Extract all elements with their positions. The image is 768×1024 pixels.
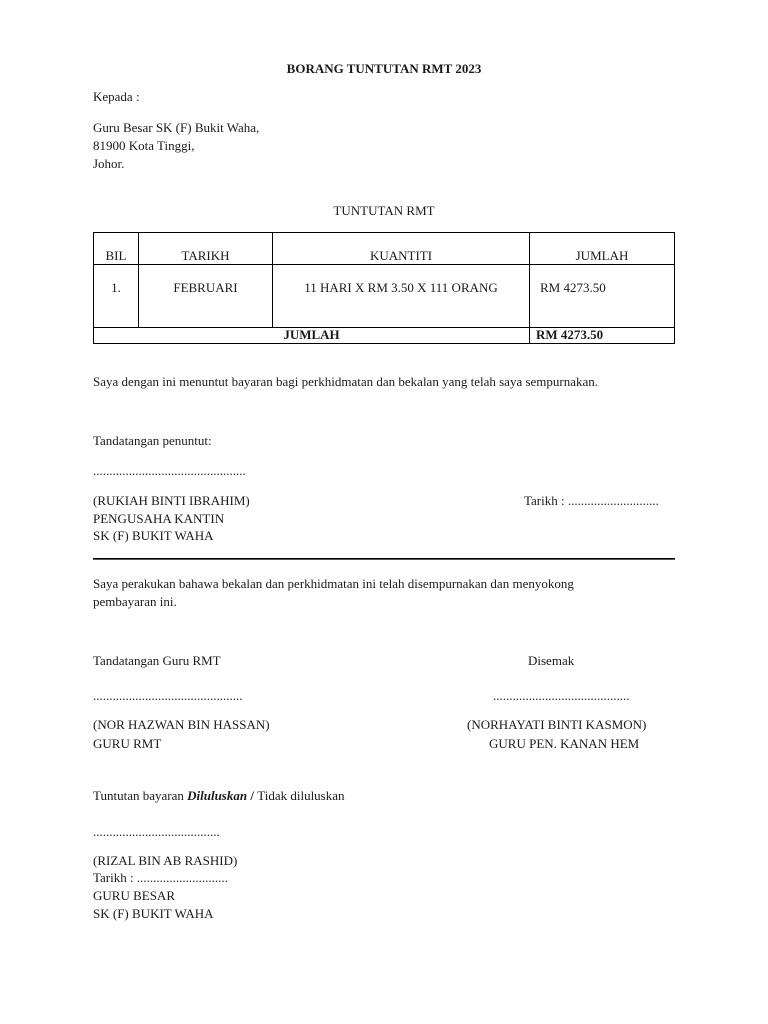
table-cell-kuantiti: 11 HARI X RM 3.50 X 111 ORANG	[304, 280, 498, 295]
approval-prefix: Tuntutan bayaran	[93, 788, 188, 803]
table-total-label: JUMLAH	[283, 327, 340, 342]
claimant-name: (RUKIAH BINTI IBRAHIM)	[93, 493, 250, 508]
certification-line-1: Saya perakukan bahawa bekalan dan perkhidmatan ini telah disempurnakan dan menyokong	[93, 576, 574, 591]
headmaster-name: (RIZAL BIN AB RASHID)	[93, 853, 238, 868]
table-total-value: RM 4273.50	[536, 327, 604, 342]
claims-table	[93, 232, 675, 344]
headmaster-date: Tarikh : ............................	[93, 870, 228, 885]
document-title: BORANG TUNTUTAN RMT 2023	[286, 61, 482, 76]
table-divider	[94, 264, 674, 265]
claim-statement: Saya dengan ini menuntut bayaran bagi perkhidmatan dan bekalan yang telah saya sempurnakan.	[93, 374, 599, 389]
approval-rejected: Tidak diluluskan	[257, 788, 345, 803]
rmt-teacher-name: (NOR HAZWAN BIN HASSAN)	[93, 717, 270, 732]
address-line-1: Guru Besar SK (F) Bukit Waha,	[93, 120, 260, 135]
rmt-teacher-signature-line: ..............................................	[93, 688, 243, 703]
approval-line	[93, 788, 345, 804]
claimant-signature-line: ...............................................	[93, 463, 246, 478]
claimant-position: PENGUSAHA KANTIN	[93, 511, 225, 526]
section-title: TUNTUTAN RMT	[333, 203, 435, 218]
rmt-teacher-position: GURU RMT	[93, 736, 162, 751]
claimant-school: SK (F) BUKIT WAHA	[93, 528, 214, 543]
checker-label: Disemak	[528, 653, 575, 668]
rmt-teacher-signature-label: Tandatangan Guru RMT	[93, 653, 221, 668]
section-divider	[93, 558, 675, 560]
approval-approved: Diluluskan	[187, 788, 248, 803]
table-cell-jumlah: RM 4273.50	[540, 280, 606, 295]
checker-name: (NORHAYATI BINTI KASMON)	[467, 717, 647, 732]
address-line-2: 81900 Kota Tinggi,	[93, 138, 195, 153]
to-label: Kepada :	[93, 89, 140, 104]
table-header-jumlah: JUMLAH	[575, 248, 629, 263]
claimant-date: Tarikh : ............................	[524, 493, 659, 508]
headmaster-position: GURU BESAR	[93, 888, 175, 903]
checker-position: GURU PEN. KANAN HEM	[489, 736, 640, 751]
table-header-bil: BIL	[105, 248, 127, 263]
table-header-tarikh: TARIKH	[181, 248, 230, 263]
table-cell-tarikh: FEBRUARI	[173, 280, 238, 295]
headmaster-signature-line: .......................................	[93, 824, 220, 839]
certification-line-2: pembayaran ini.	[93, 594, 177, 609]
checker-signature-line: ..........................................	[493, 688, 630, 703]
table-header-kuantiti: KUANTITI	[369, 248, 433, 263]
table-cell-bil: 1.	[111, 280, 121, 295]
headmaster-school: SK (F) BUKIT WAHA	[93, 906, 214, 921]
claimant-signature-label: Tandatangan penuntut:	[93, 433, 212, 448]
address-line-3: Johor.	[93, 156, 125, 171]
approval-separator: /	[247, 788, 258, 803]
